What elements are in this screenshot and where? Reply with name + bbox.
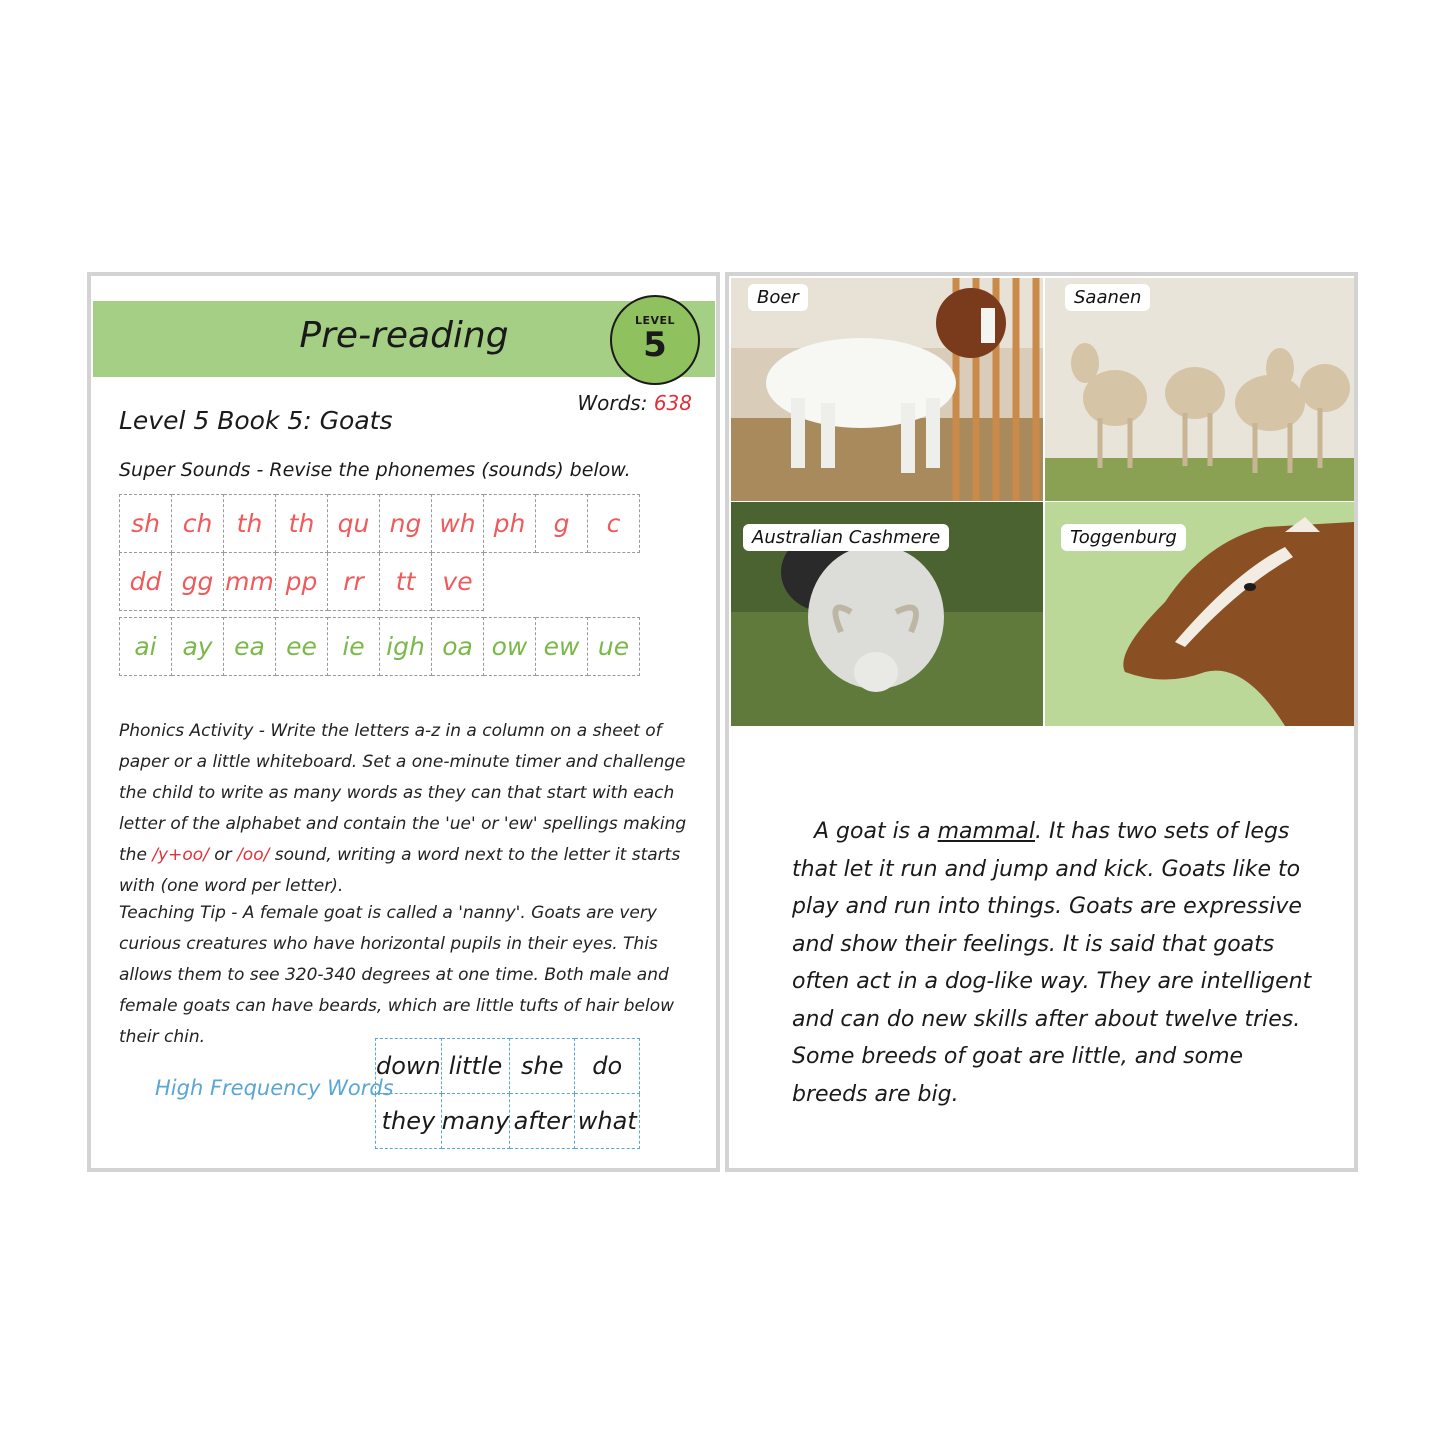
boer-goat-photo: [731, 278, 1043, 501]
phoneme-cell: th: [276, 495, 328, 553]
level-badge: [610, 295, 700, 385]
phoneme-row: [120, 553, 640, 611]
hfw-cell: down: [376, 1039, 442, 1094]
hfw-cell: what: [575, 1094, 640, 1149]
story-part-2: . It has two sets of legs that let it run and jump and kick. Goats like to play and run into things. Goats are expressive and show their feelings. It is said that goats often act in a dog-like way. They are intelligent and can do new skills after about twelve tries. Some breeds of goat are little, and some breeds are big.: [792, 819, 1312, 1107]
cashmere-goat-photo: [731, 502, 1043, 726]
phoneme-cell: ow: [484, 618, 536, 676]
hfw-cell: they: [376, 1094, 442, 1149]
phoneme-cell: gg: [172, 553, 224, 611]
phoneme-cell: mm: [224, 553, 276, 611]
phonics-text: Phonics Activity - Write the letters a-z in a column on a sheet of paper or a little whiteboard. Set a one-minute timer and challenge the child to write as many words as they can that start with each letter of the alphabet and contain the 'ue' or 'ew' spellings making the: [119, 721, 687, 865]
photo-label: Toggenburg: [1061, 524, 1186, 551]
hfw-cell: many: [441, 1094, 510, 1149]
empty-cell: [484, 553, 536, 611]
phoneme-cell: g: [536, 495, 588, 553]
phoneme-cell: rr: [328, 553, 380, 611]
saanen-goat-herd-photo: [1045, 278, 1354, 501]
phonics-or: or: [208, 845, 238, 865]
phoneme-cell: qu: [328, 495, 380, 553]
page-title: Pre-reading: [299, 315, 509, 356]
phonics-sound-2: /oo/: [237, 845, 270, 865]
phonics-text-end: sound, writing a word next to the letter it starts with (one word per letter).: [119, 845, 681, 896]
phoneme-cell: dd: [120, 553, 172, 611]
right-page: [725, 272, 1358, 1172]
green-phoneme-grid: [119, 617, 640, 676]
phoneme-cell: ue: [588, 618, 640, 676]
hfw-cell: do: [575, 1039, 640, 1094]
phoneme-cell: ph: [484, 495, 536, 553]
high-frequency-words-grid: [375, 1038, 640, 1149]
story-keyword: mammal: [937, 819, 1035, 844]
photo-label: Australian Cashmere: [743, 524, 949, 551]
phoneme-cell: sh: [120, 495, 172, 553]
super-sounds-heading: Super Sounds - Revise the phonemes (sounds) below.: [119, 459, 631, 481]
word-count-label: Words:: [577, 391, 648, 415]
phoneme-cell: ew: [536, 618, 588, 676]
hfw-row: [376, 1039, 640, 1094]
hfw-row: [376, 1094, 640, 1149]
phoneme-cell: igh: [380, 618, 432, 676]
book-title: Level 5 Book 5: Goats: [119, 406, 393, 435]
phoneme-cell: ng: [380, 495, 432, 553]
phoneme-cell: wh: [432, 495, 484, 553]
hfw-cell: little: [441, 1039, 510, 1094]
boer-goat-illustration: [731, 278, 1043, 501]
phoneme-cell: th: [224, 495, 276, 553]
phoneme-cell: pp: [276, 553, 328, 611]
hfw-cell: she: [510, 1039, 575, 1094]
phonics-activity: [119, 716, 689, 902]
phoneme-row: [120, 495, 640, 553]
level-label: LEVEL: [634, 314, 676, 327]
left-page: [87, 272, 720, 1172]
photo-label: Saanen: [1065, 284, 1150, 311]
phoneme-cell: oa: [432, 618, 484, 676]
photo-label: Boer: [748, 284, 808, 311]
phoneme-cell: ay: [172, 618, 224, 676]
phoneme-cell: ea: [224, 618, 276, 676]
phoneme-cell: ai: [120, 618, 172, 676]
word-count: [577, 391, 692, 415]
story-part-1: A goat is a: [814, 819, 938, 844]
empty-cell: [588, 553, 640, 611]
phonics-sound-1: /y+oo/: [152, 845, 209, 865]
empty-cell: [536, 553, 588, 611]
teaching-tip: Teaching Tip - A female goat is called a 'nanny'. Goats are very curious creatures who have horizontal pupils in their eyes. This allows them to see 320-340 degrees at one time. Both male and female goats can have beards, which are little tufts of hair below their chin.: [119, 903, 674, 1047]
phoneme-cell: ee: [276, 618, 328, 676]
phoneme-row: [120, 618, 640, 676]
hfw-cell: after: [510, 1094, 575, 1149]
high-frequency-words-label: High Frequency Words: [155, 1076, 394, 1100]
level-number: 5: [643, 325, 667, 365]
saanen-goat-illustration: [1045, 278, 1354, 501]
story-text: [792, 813, 1312, 1113]
phoneme-cell: tt: [380, 553, 432, 611]
phoneme-cell: ve: [432, 553, 484, 611]
red-phoneme-grid: [119, 494, 640, 611]
word-count-value: 638: [653, 391, 692, 415]
toggenburg-goat-photo: [1045, 502, 1354, 726]
phoneme-cell: ch: [172, 495, 224, 553]
phoneme-cell: c: [588, 495, 640, 553]
phoneme-cell: ie: [328, 618, 380, 676]
